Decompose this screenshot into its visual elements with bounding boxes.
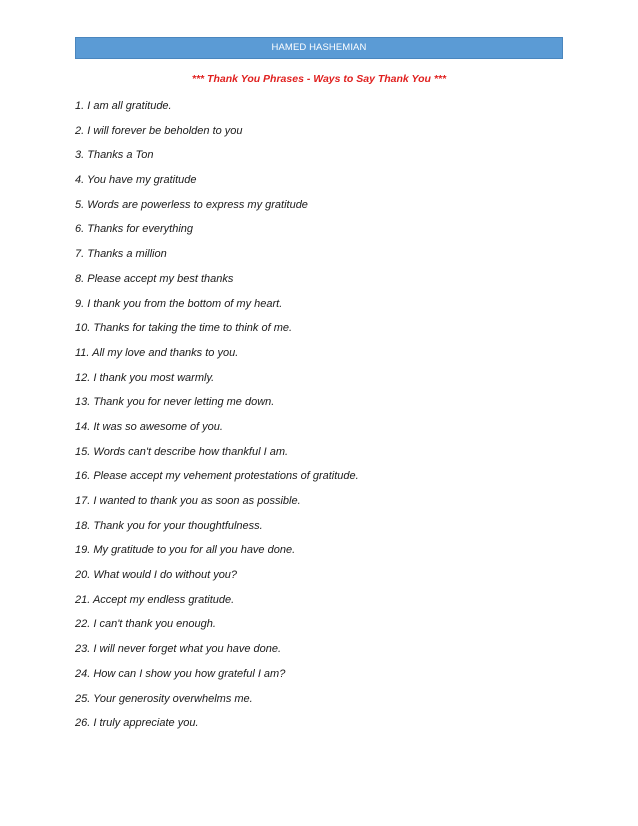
phrase-item-13: 13. Thank you for never letting me down. [75,396,275,409]
author-name: HAMED HASHEMIAN [271,42,367,53]
phrase-item-7: 7. Thanks a million [75,248,167,261]
phrase-item-11: 11. All my love and thanks to you. [75,346,239,359]
phrase-item-24: 24. How can I show you how grateful I am? [75,667,286,680]
phrase-item-4: 4. You have my gratitude [75,174,197,187]
phrase-item-2: 2. I will forever be beholden to you [75,124,243,137]
document-header-bar [75,37,563,59]
phrase-item-9: 9. I thank you from the bottom of my heart. [75,297,283,310]
phrase-item-17: 17. I wanted to thank you as soon as possible. [75,495,301,507]
document-subtitle: *** Thank You Phrases - Ways to Say Thank You *** [191,73,447,85]
phrase-item-1: 1. I am all gratitude. [75,100,172,112]
phrase-item-22: 22. I can't thank you enough. [75,618,216,631]
phrase-item-10: 10. Thanks for taking the time to think of me. [75,322,293,335]
phrase-item-12: 12. I thank you most warmly. [75,371,215,384]
phrase-item-25: 25. Your generosity overwhelms me. [75,692,253,705]
phrase-item-14: 14. It was so awesome of you. [75,420,223,433]
phrase-item-18: 18. Thank you for your thoughtfulness. [75,519,263,532]
phrase-item-3: 3. Thanks a Ton [75,149,154,162]
phrase-item-15: 15. Words can't describe how thankful I am. [75,445,289,458]
phrase-item-20: 20. What would I do without you? [75,569,238,582]
phrase-list [75,97,563,739]
phrase-item-26: 26. I truly appreciate you. [75,717,199,730]
phrase-item-16: 16. Please accept my vehement protestations of gratitude. [75,470,359,483]
phrase-item-8: 8. Please accept my best thanks [75,272,234,285]
phrase-item-21: 21. Accept my endless gratitude. [75,593,235,606]
phrase-item-19: 19. My gratitude to you for all you have done. [75,544,296,557]
phrase-item-6: 6. Thanks for everything [75,223,194,236]
phrase-item-5: 5. Words are powerless to express my gratitude [75,198,308,211]
phrase-item-23: 23. I will never forget what you have done. [75,643,282,656]
